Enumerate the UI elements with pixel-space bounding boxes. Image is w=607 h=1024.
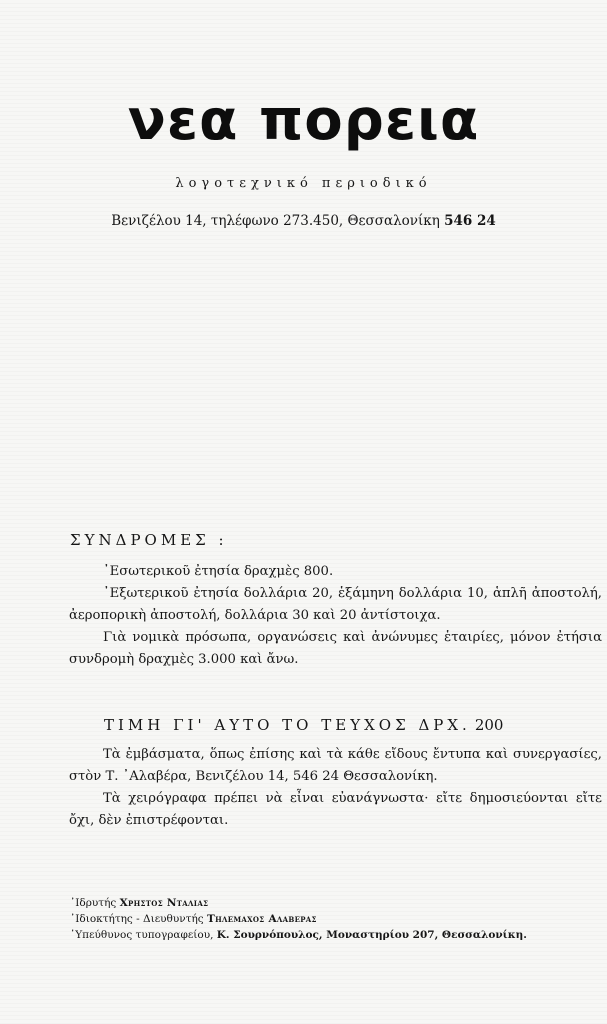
subscriptions-body xyxy=(69,561,602,671)
printer-label: ῾Υπεύθυνος τυπογραφείου, xyxy=(70,929,214,941)
printer-line xyxy=(70,927,570,943)
founder-name: Χρηστος Νταλιας xyxy=(119,897,209,909)
price-label: ΤΙΜΗ ΓΙ' ΑΥΤΟ ΤΟ ΤΕΥΧΟΣ ΔΡΧ. xyxy=(104,716,471,734)
subscriptions-heading: ΣΥΝΔΡΟΜΕΣ : xyxy=(70,531,228,549)
printer-name: Κ. Σουρνόπουλος, Μοναστηρίου 207, Θεσσαλονίκη. xyxy=(216,929,527,941)
remittances-note: Τὰ ἐμβάσματα, ὅπως ἐπίσης καὶ τὰ κάθε εἴδους ἔντυπα καὶ συνεργασίες, στὸν Τ. ᾿Αλαβέρα, Βενιζέλου 14, 546 24 Θεσσαλονίκη. xyxy=(69,747,602,784)
owner-line xyxy=(70,911,570,927)
owner-label: ᾿Ιδιοκτήτης - Διευθυντής xyxy=(70,913,204,925)
legal-entities-subscription: Γιὰ νομικὰ πρόσωπα, οργανώσεις καὶ ἀνώνυμες ἑταιρίες, μόνον ἐτήσια συνδρομὴ δραχμὲς 3.000 καὶ ἄνω. xyxy=(69,630,602,667)
founder-line xyxy=(70,895,570,911)
manuscripts-note: Τὰ χειρόγραφα πρέπει νὰ εἶναι εὐανάγνωστα· εἴτε δημοσιεύονται εἴτε ὄχι, δὲν ἐπιστρέφονται. xyxy=(69,791,602,828)
magazine-title: νεα πορεια xyxy=(127,88,480,153)
magazine-subtitle: λογοτεχνικό περιοδικό xyxy=(175,176,432,191)
contributions-body xyxy=(69,744,602,832)
founder-label: ᾿Ιδρυτής xyxy=(70,897,117,909)
domestic-subscription: ᾿Εσωτερικοῦ ἐτησία δραχμὲς 800. xyxy=(103,564,334,579)
foreign-subscription: ᾿Εξωτερικοῦ ἐτησία δολλάρια 20, ἑξάμηνη δολλάρια 10, ἁπλῆ ἀποστολή, ἀεροπορικὴ ἀποστολή, δολλάρια 30 καὶ 20 ἀντίστοιχα. xyxy=(69,586,602,623)
price-value: 200 xyxy=(474,716,504,734)
magazine-address xyxy=(0,213,607,229)
issue-price-heading xyxy=(104,716,503,734)
owner-name: Τηλεμαχος Αλαβερας xyxy=(206,913,317,925)
postal-code: 546 24 xyxy=(444,213,496,229)
credits-block xyxy=(70,895,570,943)
address-text: Βενιζέλου 14, τηλέφωνο 273.450, Θεσσαλονίκη xyxy=(111,213,440,229)
